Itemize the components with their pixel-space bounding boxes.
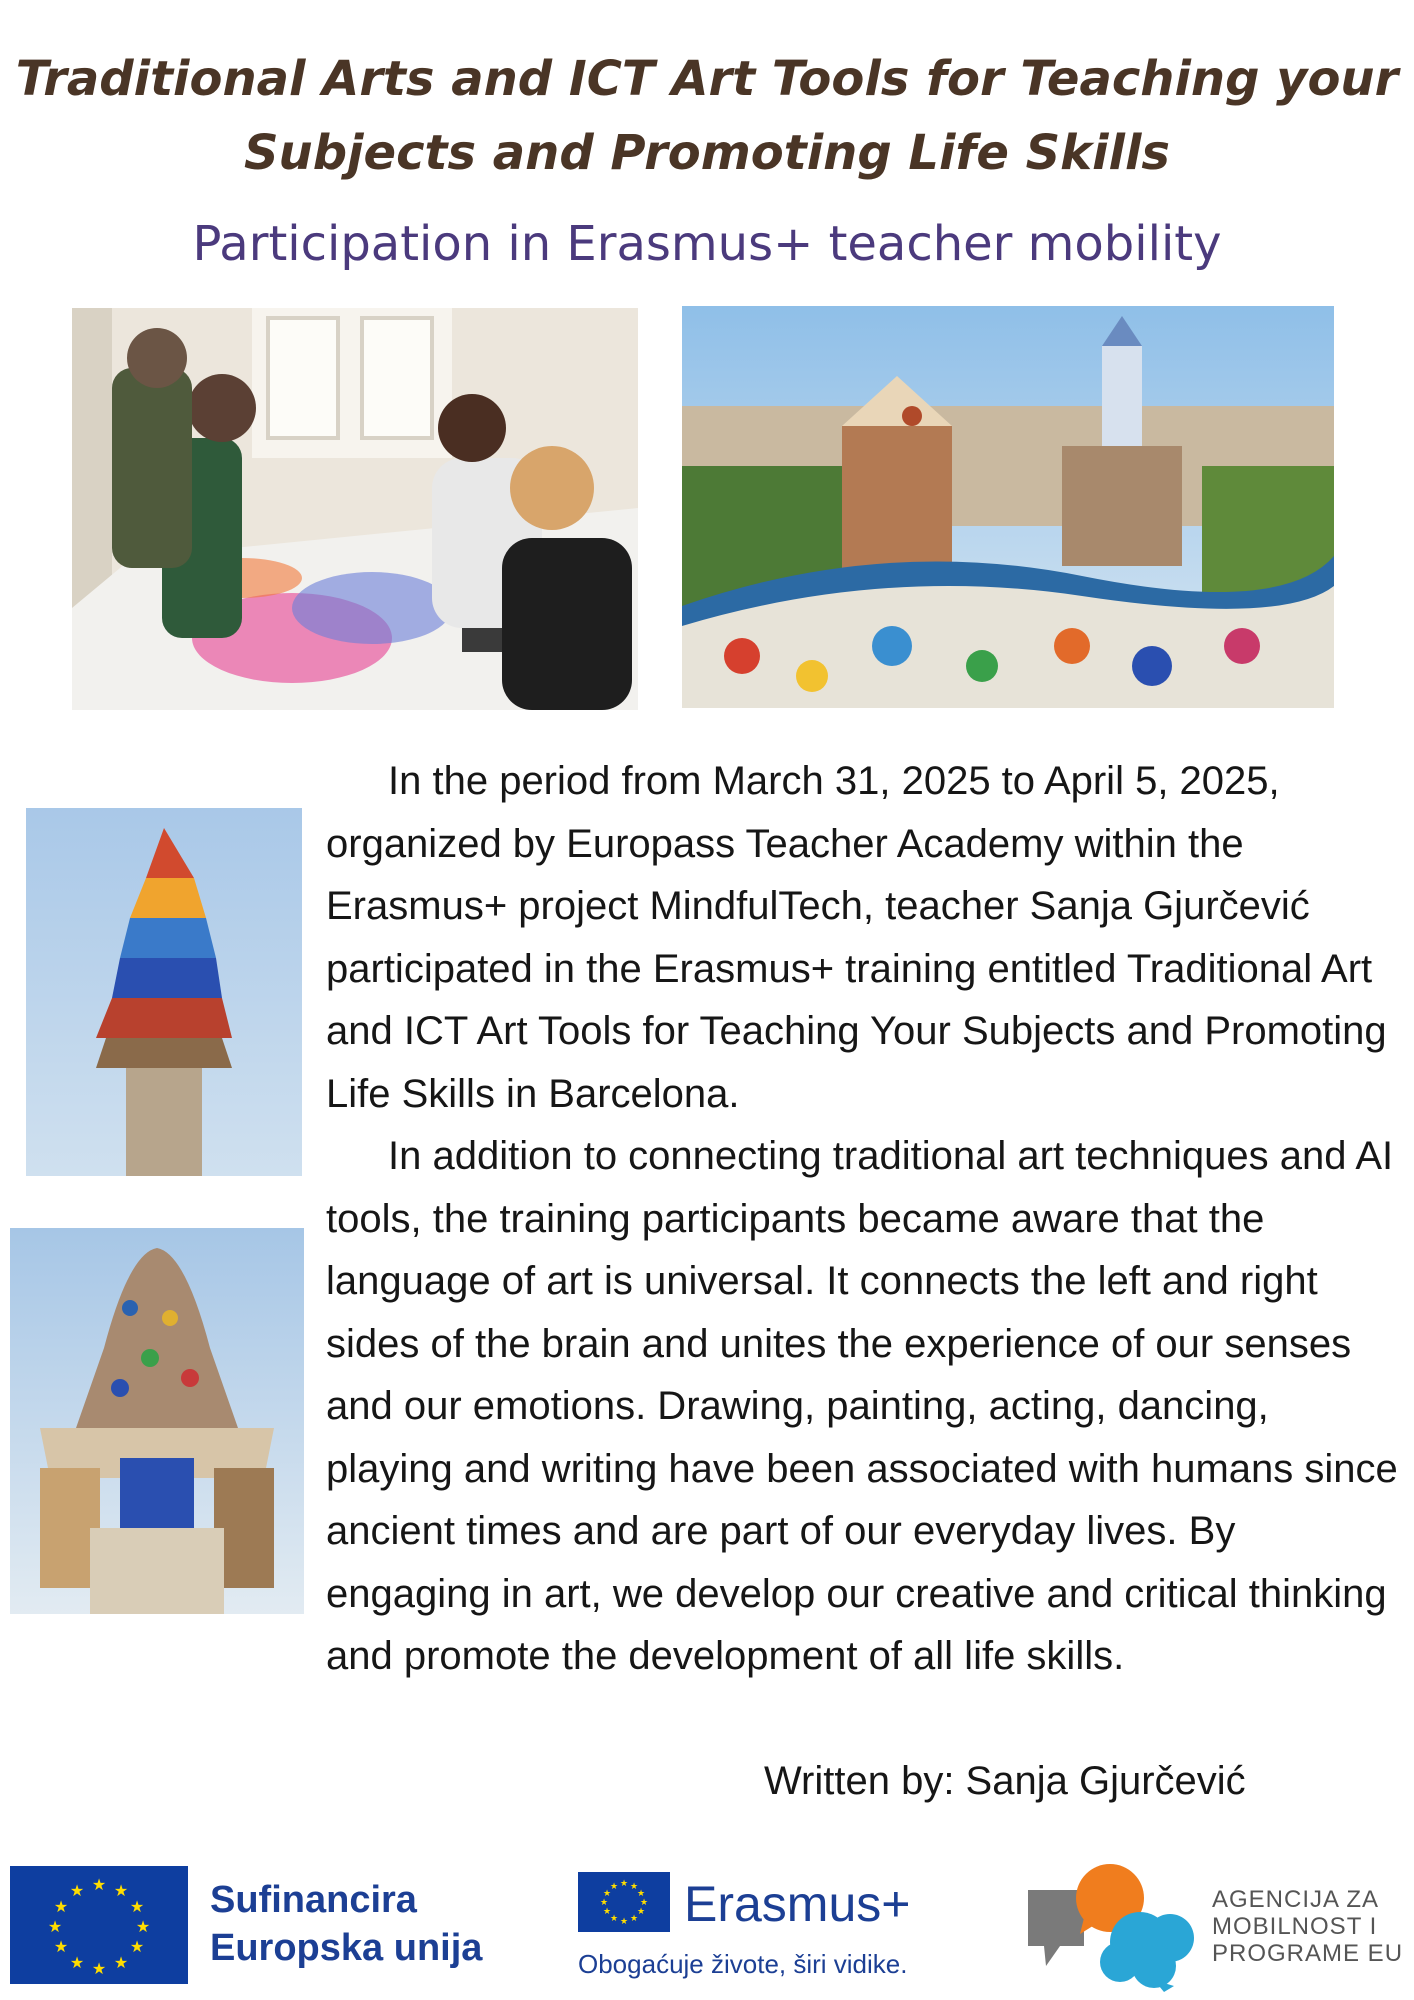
article-paragraph-1: In the period from March 31, 2025 to April 5, 2025, organized by Europass Teacher Academy within the Erasmus+ project MindfulTech, teacher Sanja Gjurčević participated in the Erasmus+ training entitled Traditional Art and ICT Art Tools for Teaching Your Subjects and Promoting Life Skills in Barcelona. — [326, 759, 1387, 1116]
svg-text:★: ★ — [113, 1953, 129, 1972]
svg-text:★: ★ — [135, 1917, 151, 1936]
svg-text:★: ★ — [619, 1917, 629, 1927]
agency-speech-bubbles-icon — [1024, 1862, 1204, 1992]
title-line-2: Subjects and Promoting Life Skills — [243, 125, 1170, 181]
workshop-photo — [72, 308, 638, 710]
eu-text-line-1: Sufinancira — [210, 1879, 417, 1921]
erasmus-slogan: Obogaćuje živote, širi vidike. — [578, 1949, 908, 1979]
svg-text:★: ★ — [629, 1914, 639, 1924]
eu-cofunding-logo — [10, 1866, 520, 1984]
svg-text:★: ★ — [602, 1889, 612, 1899]
svg-text:★: ★ — [91, 1875, 107, 1894]
agency-logo — [1024, 1862, 1404, 1992]
agency-name-line-1: AGENCIJA ZA — [1212, 1886, 1380, 1913]
svg-text:★: ★ — [636, 1907, 646, 1917]
svg-text:★: ★ — [619, 1879, 629, 1889]
agency-name-line-3: PROGRAME EU — [1212, 1940, 1404, 1967]
erasmus-plus-logo — [576, 1872, 916, 1982]
svg-text:★: ★ — [47, 1917, 63, 1936]
svg-text:★: ★ — [113, 1881, 129, 1900]
svg-text:★: ★ — [629, 1882, 639, 1892]
eu-cofunding-text — [210, 1876, 482, 1972]
erasmus-name: Erasmus+ — [684, 1876, 911, 1932]
svg-text:★: ★ — [609, 1914, 619, 1924]
author-signature: Written by: Sanja Gjurčević — [764, 1759, 1246, 1803]
agency-name — [1212, 1886, 1403, 1967]
page-subtitle: Participation in Erasmus+ teacher mobility — [192, 216, 1222, 272]
park-guell-photo — [682, 306, 1334, 708]
svg-text:★: ★ — [639, 1898, 649, 1908]
svg-text:★: ★ — [599, 1898, 609, 1908]
svg-text:★: ★ — [69, 1881, 85, 1900]
article-paragraph-2: In addition to connecting traditional art techniques and AI tools, the training participants became aware that the language of art is universal. It connects the left and right sides of the brain and unites the experience of our senses and our emotions. Drawing, painting, acting, dancing, playing and writing have been associated with humans since ancient times and are part of our everyday lives. By engaging in art, we develop our creative and critical thinking and promote the development of all life skills. — [326, 1134, 1398, 1678]
svg-text:★: ★ — [129, 1937, 145, 1956]
svg-text:★: ★ — [91, 1959, 107, 1978]
svg-text:★: ★ — [129, 1897, 145, 1916]
eu-flag-icon — [10, 1866, 188, 1984]
gaudi-mosaic-chimney-photo — [10, 1228, 304, 1614]
svg-text:★: ★ — [636, 1889, 646, 1899]
title-line-1: Traditional Arts and ICT Art Tools for Teaching your — [15, 51, 1399, 107]
page-title — [0, 42, 1414, 190]
svg-text:★: ★ — [53, 1937, 69, 1956]
gaudi-spiral-chimney-photo — [26, 808, 302, 1176]
svg-text:★: ★ — [53, 1897, 69, 1916]
svg-text:★: ★ — [602, 1907, 612, 1917]
agency-name-line-2: MOBILNOST I — [1212, 1913, 1378, 1940]
erasmus-flag-icon — [578, 1872, 670, 1932]
eu-text-line-2: Europska unija — [210, 1927, 483, 1969]
article-body — [326, 750, 1406, 1688]
svg-text:★: ★ — [69, 1953, 85, 1972]
svg-text:★: ★ — [609, 1882, 619, 1892]
